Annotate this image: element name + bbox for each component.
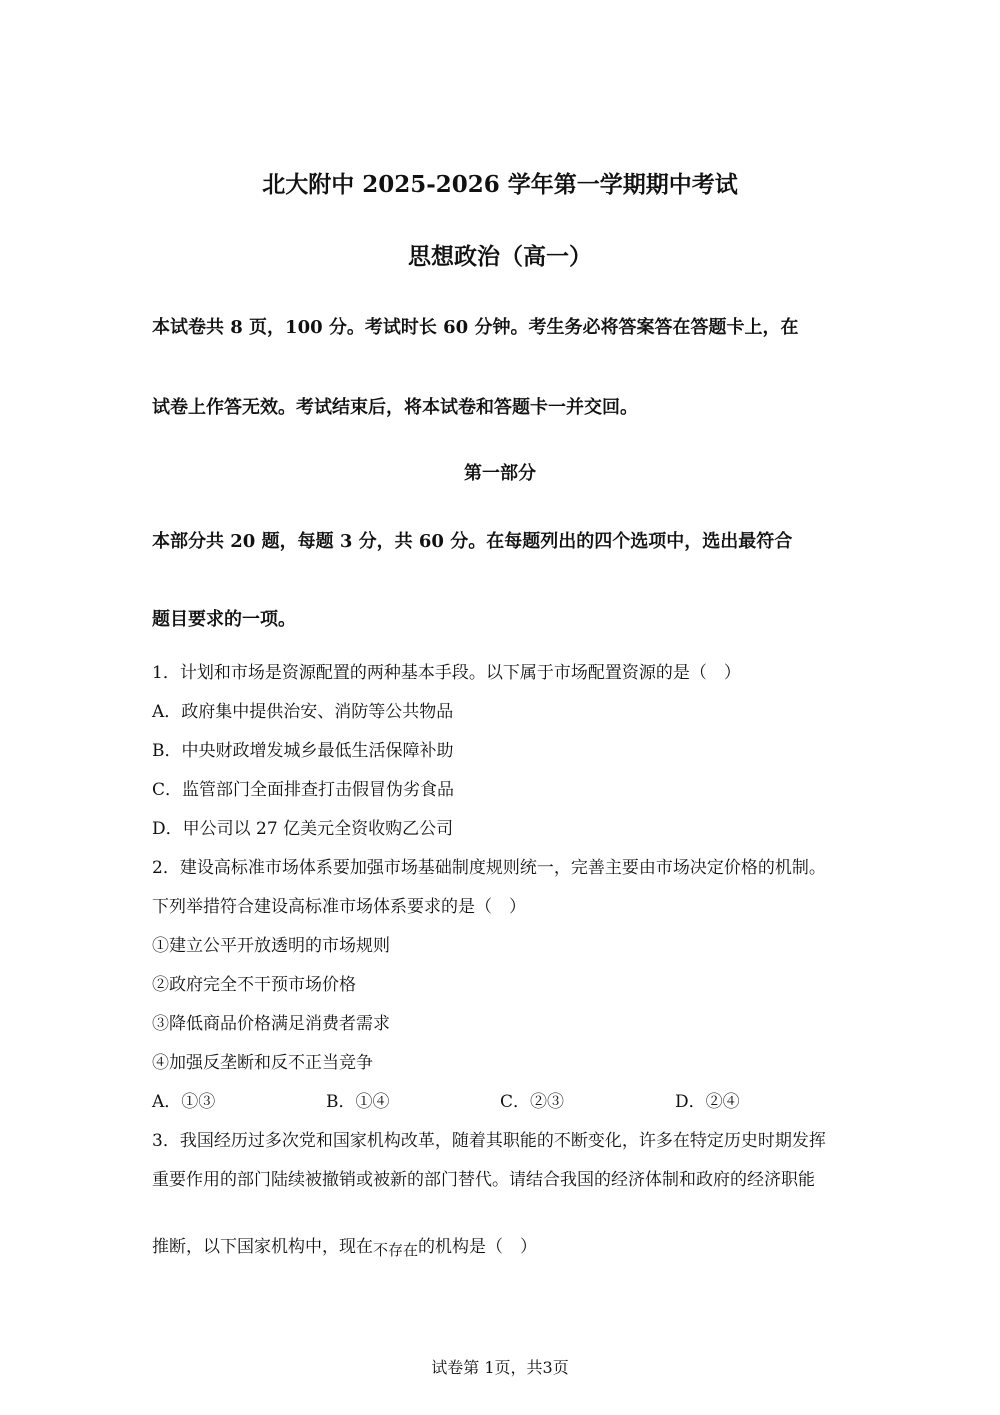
question-2-option-b: B．①④ xyxy=(326,1092,390,1112)
question-1-option-d: D．甲公司以 27 亿美元全资收购乙公司 xyxy=(152,819,454,839)
page-footer: 试卷第 1页，共3页 xyxy=(431,1358,569,1377)
question-1-option-b: B．中央财政增发城乡最低生活保障补助 xyxy=(152,741,454,761)
question-3-stem-line-2: 重要作用的部门陆续被撤销或被新的部门替代。请结合我国的经济体制和政府的经济职能 xyxy=(152,1170,815,1190)
question-1-option-c: C．监管部门全面排查打击假冒伪劣食品 xyxy=(152,780,455,800)
part-description-line-2: 题目要求的一项。 xyxy=(152,609,296,630)
question-2-item-2: ②政府完全不干预市场价格 xyxy=(152,975,356,995)
question-2-stem-line-1: 2．建设高标准市场体系要加强市场基础制度规则统一，完善主要由市场决定价格的机制。 xyxy=(152,858,826,878)
question-2-option-a: A．①③ xyxy=(152,1092,216,1112)
instructions-line-1: 本试卷共 8 页，100 分。考试时长 60 分钟。考生务必将答案答在答题卡上，在 xyxy=(152,317,799,338)
part-heading: 第一部分 xyxy=(464,463,536,484)
exam-title: 北大附中 2025-2026 学年第一学期期中考试 xyxy=(262,171,738,198)
question-3-emphasis: 不存在 xyxy=(373,1241,419,1259)
question-2-item-4: ④加强反垄断和反不正当竞争 xyxy=(152,1053,373,1073)
question-3-stem-line-1: 3．我国经历过多次党和国家机构改革，随着其职能的不断变化，许多在特定历史时期发挥 xyxy=(152,1131,826,1151)
question-2-option-c: C．②③ xyxy=(500,1092,565,1112)
exam-subject: 思想政治（高一） xyxy=(408,243,592,270)
question-2-item-1: ①建立公平开放透明的市场规则 xyxy=(152,936,390,956)
question-1-option-a: A．政府集中提供治安、消防等公共物品 xyxy=(152,702,454,722)
question-2-option-d: D．②④ xyxy=(675,1092,740,1112)
question-1-stem: 1．计划和市场是资源配置的两种基本手段。以下属于市场配置资源的是（ ） xyxy=(152,663,741,683)
question-2-item-3: ③降低商品价格满足消费者需求 xyxy=(152,1014,390,1034)
question-3-stem-text-c: 的机构是（ ） xyxy=(418,1237,538,1257)
question-3-stem-text-a: 推断，以下国家机构中，现在 xyxy=(152,1237,373,1257)
question-2-stem-line-2: 下列举措符合建设高标准市场体系要求的是（ ） xyxy=(152,897,526,917)
part-description-line-1: 本部分共 20 题，每题 3 分，共 60 分。在每题列出的四个选项中，选出最符合 xyxy=(152,531,793,552)
question-3-stem-line-3 xyxy=(152,1236,537,1258)
instructions-line-2: 试卷上作答无效。考试结束后，将本试卷和答题卡一并交回。 xyxy=(152,397,638,418)
